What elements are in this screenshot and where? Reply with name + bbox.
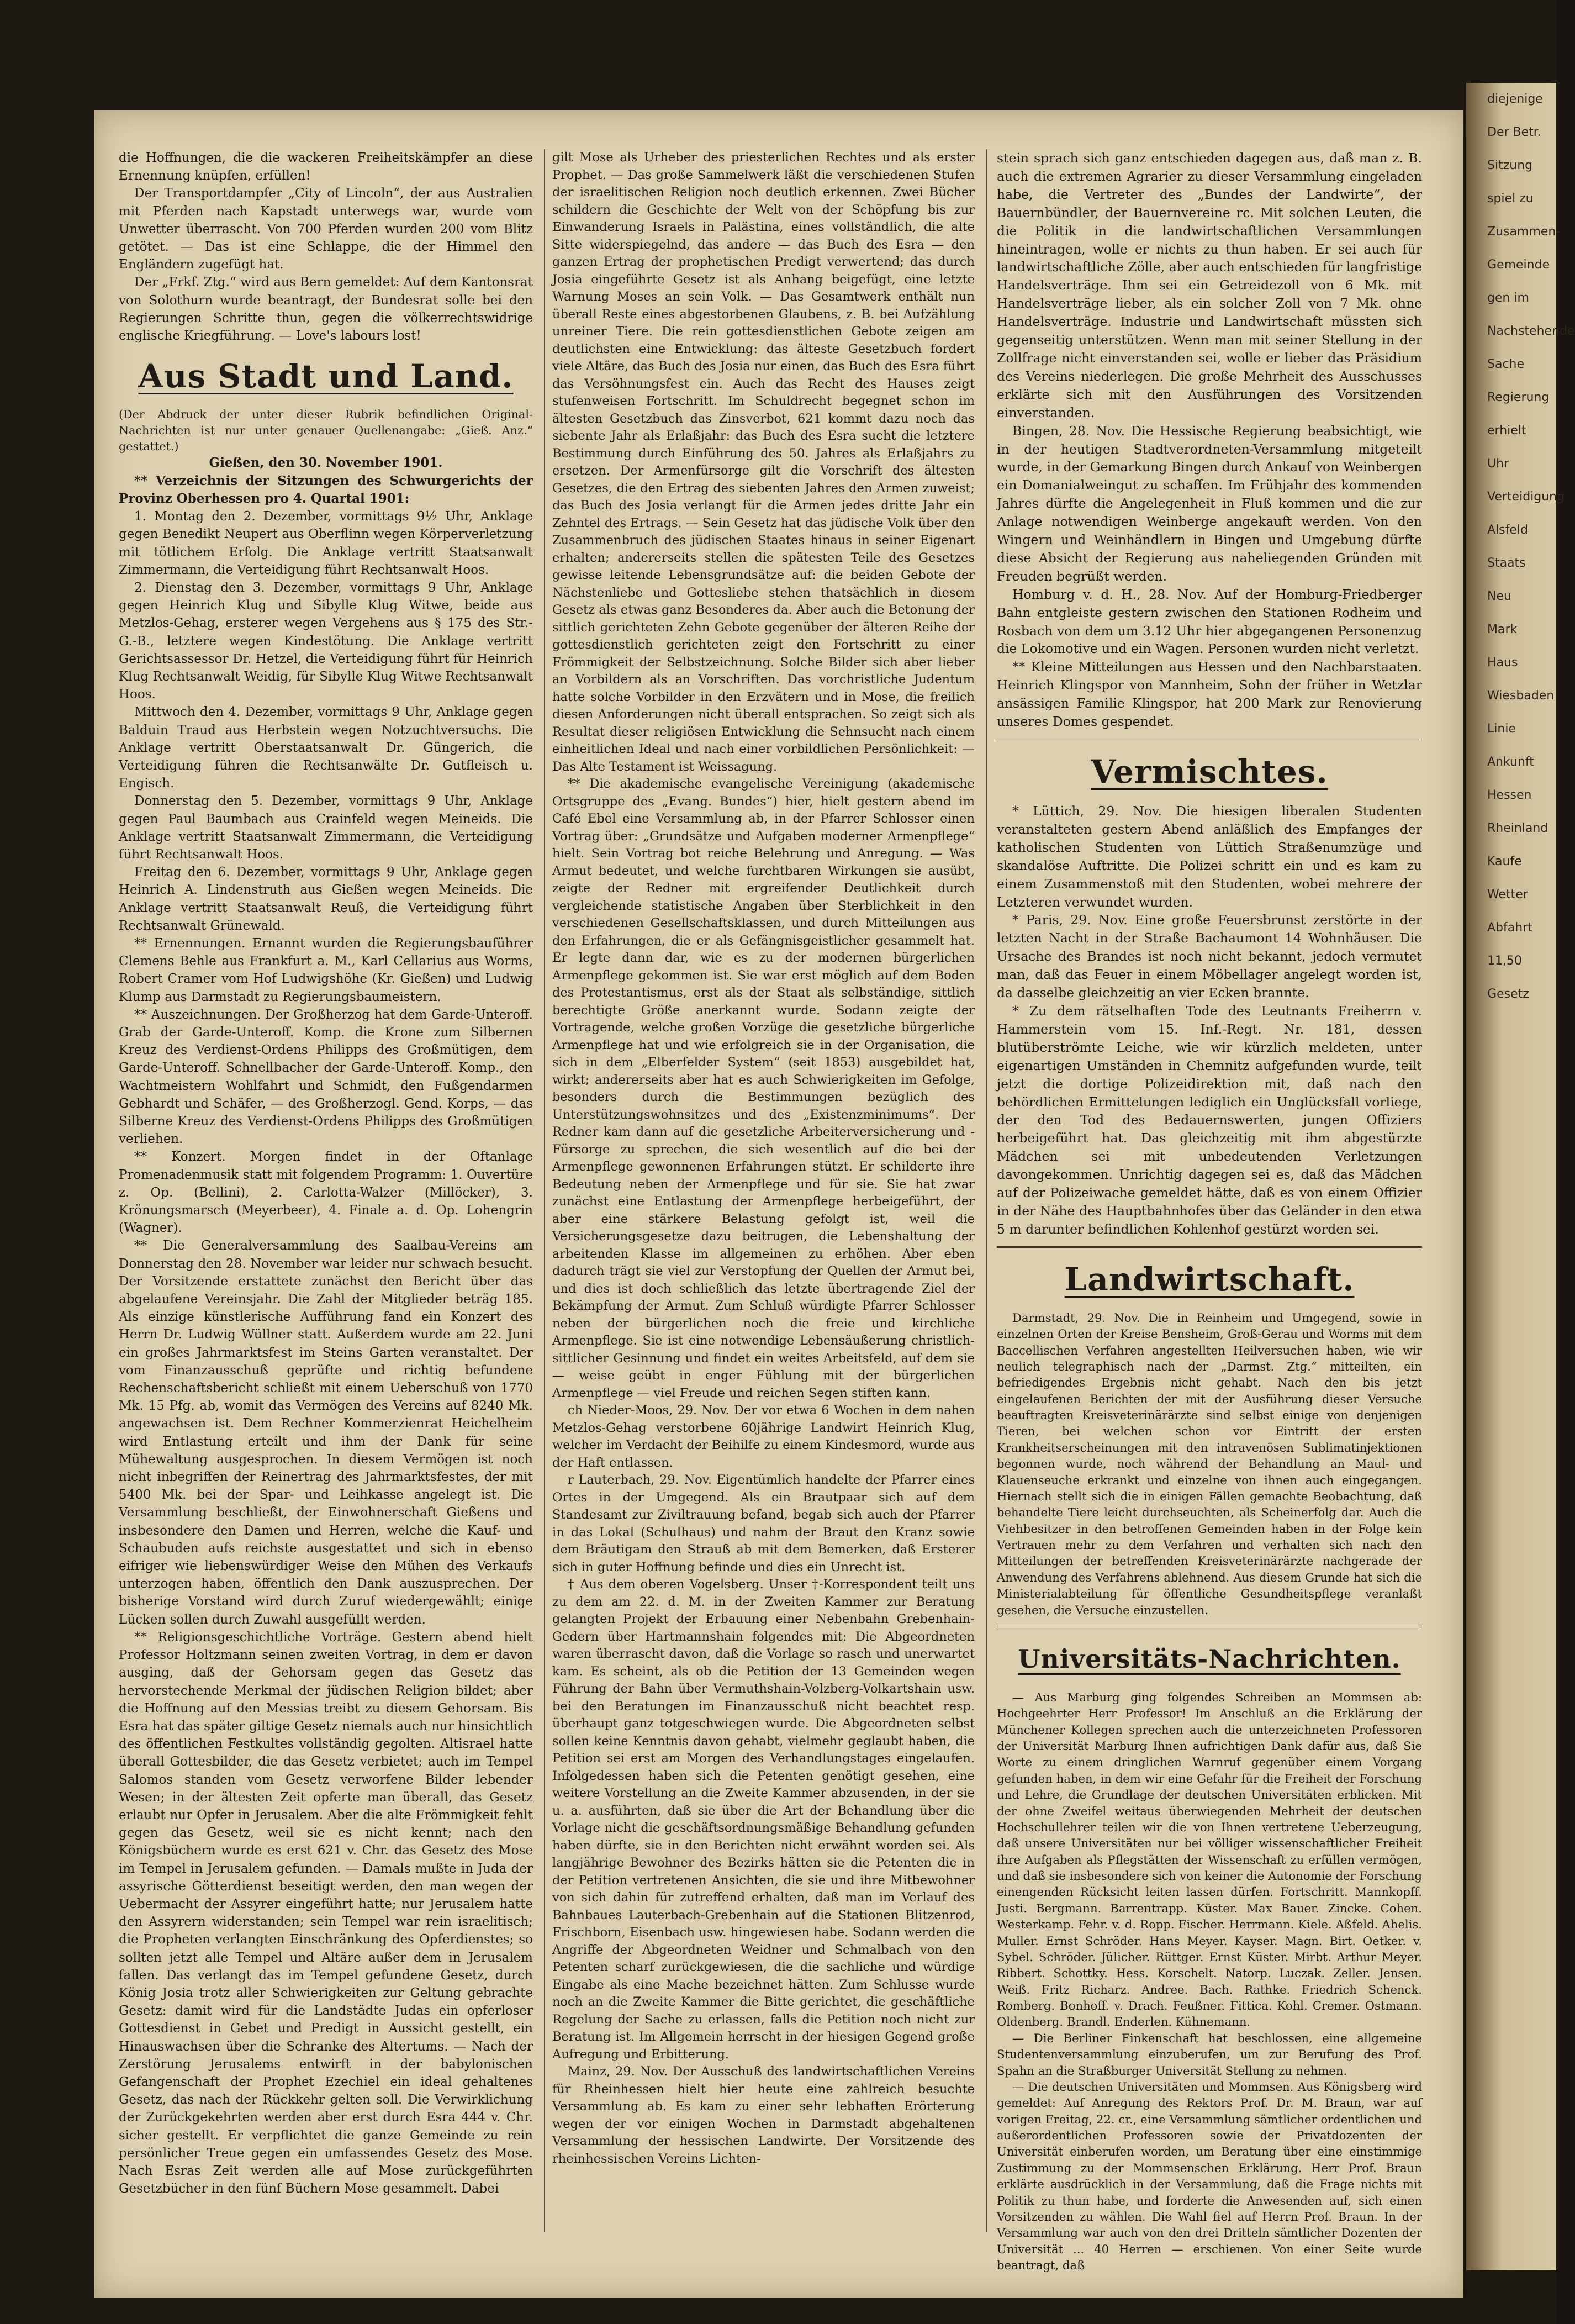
next-page-fragment: Wetter <box>1487 888 1528 902</box>
intro-paragraph: Der Transportdampfer „City of Lincoln“, der aus Australien mit Pferden nach Kapstadt unterwegs war, wurde vom Unwetter überrascht. Von 700 Pferden wurden 200 vom Blitz getötet. — Das ist eine Schlappe, die der Himmel den Engländern zugefügt hat. <box>119 186 533 272</box>
next-page-fragment: Der Betr. <box>1487 125 1541 139</box>
article: ** Auszeichnungen. Der Großherzog hat dem Garde-Unteroff. Grab der Garde-Unteroff. Komp. die Krone zum Silbernen Kreuz des Verdienst-Ordens Philipps des Großmütigen, dem Garde-Unteroff. Schnellbacher der Garde-Unteroff. Komp., den Wachtmeistern Wohlfahrt und Schmidt, den Fußgendarmen Gebhardt und Schäfer, — des Großherzogl. Gend. Korps, — das Silberne Kreuz des Verdienst-Ordens Philipps des Großmütigen verliehen. <box>119 1007 533 1147</box>
intro-paragraph: die Hoffnungen, die die wackeren Freiheitskämpfer an diese Ernennung knüpfen, erfüllen! <box>119 151 533 183</box>
article: stein sprach sich ganz entschieden dagegen aus, daß man z. B. auch die extremen Agrarier zu dieser Versammlung eingeladen habe, die Vertreter des „Bundes der Landwirte“, der Bauernbündler, der Bauernvereine rc. Mit solchen Leuten, die die Politik in die landwirtschaftlichen Versammlungen hineintragen, wolle er nichts zu thun haben. Er sei auch für landwirtschaftliche Zölle, aber auch entschieden für langfristige Handelsverträge. Ihm sei ein Getreidezoll von 6 Mk. mit Handelsverträge lieber, als ein solcher Zoll von 7 Mk. ohne Handelsverträge. Industrie und Landwirtschaft müssten sich gegenseitig unterstützen. Wenn man mit seiner Stellung in der Zollfrage nicht einverstanden sei, wolle er lieber das Präsidium des Vereins niederlegen. Die große Mehrheit des Ausschusses erklärte sich mit den Ausführungen des Vorsitzenden einverstanden. <box>997 150 1422 420</box>
section-rule <box>997 739 1422 740</box>
article: ch Nieder-Moos, 29. Nov. Der vor etwa 6 Wochen in dem nahen Metzlos-Gehag verstorbene 60jährige Landwirt Heinrich Klug, welcher im Verdacht der Beihilfe zu einem Kindesmord, wurde aus der Haft entlassen. <box>552 1403 975 1470</box>
article: — Aus Marburg ging folgendes Schreiben an Mommsen ab: Hochgeehrter Herr Professor! Im Anschluß an die Erklärung der Münchener Kollegen sprechen auch die unterzeichneten Professoren der Universität Marburg Ihnen aufrichtigen Dank dafür aus, daß Sie Worte zu einem dringlichen Warnruf gegenüber einem Vorgang gefunden haben, in dem wir eine Gefahr für die Freiheit der Forschung und Lehre, die Grundlage der deutschen Universitäten erblicken. Mit der ohne Zweifel weitaus überwiegenden Mehrheit der deutschen Hochschullehrer teilen wir die von Ihnen vertretene Ueberzeugung, daß unsere Universitäten nur bei völliger wissenschaftlicher Freiheit ihre Aufgaben als Pflegstätten der Wissenschaft zu erfüllen vermögen, und daß sie insbesondere sich von keiner die Autonomie der Forschung einengenden Rücksicht leiten lassen dürfen. Fortschritt. Mannkopff. Justi. Bergmann. Barrentrapp. Küster. Max Bauer. Zincke. Cohen. Westerkamp. Fehr. v. d. Ropp. Fischer. Herrmann. Kiele. Aßfeld. Ahelis. Muller. Ernst Schröder. Hans Meyer. Kayser. Magn. Birt. Oetker. v. Sybel. Schröder. Jülicher. Rüttger. Ernst Küster. Mirbt. Arthur Meyer. Ribbert. Schottky. Hess. Korschelt. Natorp. Luczak. Zeller. Jensen. Weiß. Fritz Richarz. Andree. Bach. Rathke. Friedrich Schenck. Romberg. Bonhoff. v. Drach. Feußner. Fittica. Kohl. Cremer. Ostmann. Oldenberg. Brandl. Enderlen. Kühnemann. <box>997 1690 1422 2029</box>
column-divider <box>986 149 987 2232</box>
next-page-fragment: Sitzung <box>1487 159 1533 172</box>
copyright-note: (Der Abdruck der unter dieser Rubrik befindlichen Original-Nachrichten ist nur unter genauer Quellenangabe: „Gieß. Anz.“ gestattet.) <box>119 408 533 453</box>
article: * Paris, 29. Nov. Eine große Feuersbrunst zerstörte in der letzten Nacht in der Straße Bachaumont 14 Wohnhäuser. Die Ursache des Brandes ist noch nicht bekannt, jedoch vermutet man, daß das Feuer in einem Möbellager angelegt worden ist, da dasselbe gleichzeitig an vier Ecken brannte. <box>997 912 1422 1001</box>
next-page-fragment: Gesetz <box>1487 987 1529 1001</box>
next-page-fragment: Wiesbaden <box>1487 689 1555 703</box>
article: 1. Montag den 2. Dezember, vormittags 9½ Uhr, Anklage gegen Benedikt Neupert aus Oberflinn wegen Körperverletzung mit tötlichem Erfolg. Die Anklage vertritt Staatsanwalt Zimmermann, die Verteidigung führt Rechtsanwalt Hoos. <box>119 509 533 577</box>
next-page-fragment: erhielt <box>1487 424 1526 438</box>
article: * Lüttich, 29. Nov. Die hiesigen liberalen Studenten veranstalteten gestern Abend anläßlich des Empfanges der katholischen Studenten von Lüttich Straßenumzüge und skandalöse Auftritte. Die Polizei schritt ein und es kam zu einem Zusammenstoß mit den Studenten, wobei mehrere der Letzteren verwundet wurden. <box>997 803 1422 910</box>
section-rule <box>997 1626 1422 1627</box>
article: Mittwoch den 4. Dezember, vormittags 9 Uhr, Anklage gegen Balduin Traud aus Herbstein wegen Notzuchtversuchs. Die Anklage vertritt Oberstaatsanwalt Dr. Güngerich, die Verteidigung führen die Rechtsanwälte Dr. Gutfleisch u. Engisch. <box>119 705 533 791</box>
next-page-fragment: Staats <box>1487 556 1526 570</box>
next-page-fragment: 11,50 <box>1487 954 1522 968</box>
next-page-fragment: Verteidigung <box>1487 490 1565 504</box>
article: ** Die Generalversammlung des Saalbau-Vereins am Donnerstag den 28. November war leider nur schwach besucht. Der Vorsitzende erstattete zunächst den Bericht über das abgelaufene Vereinsjahr. Die Zahl der Mitglieder beträg 185. Als einzige künstlerische Aufführung fand ein Konzert des Herrn Dr. Ludwig Wüllner statt. Außerdem wurde am 22. Juni ein großes Jahrmarktsfest im Steins Garten veranstaltet. Der vom Finanzausschuß geprüfte und richtig befundene Rechenschaftsbericht schließt mit einem Ueberschuß von 1770 Mk. 15 Pfg. ab, womit das Vermögen des Vereins auf 8240 Mk. angewachsen ist. Dem Rechner Kommerzienrat Heichelheim wird Entlastung erteilt und ihm der Dank für seine Mühewaltung ausgesprochen. In diesem Vermögen ist noch nicht inbegriffen der Reinertrag des Jahrmarktsfestes, der mit 5400 Mk. bei der Spar- und Leihkasse angelegt ist. Die Versammlung beschließt, der Einwohnerschaft Gießens und insbesondere den Damen und Herren, welche die Kauf- und Schaubuden aufs reichste ausgestattet und sich in ebenso eifriger wie liebenswürdiger Weise den Mühen des Verkaufs unterzogen haben, öffentlich den Dank auszusprechen. Der bisherige Vorstand wird durch Zuruf wiedergewählt; einige Lücken sollen durch Zuwahl ausgefüllt werden. <box>119 1239 533 1627</box>
article: ** Verzeichnis der Sitzungen des Schwurgerichts der Provinz Oberhessen pro 4. Quartal 1901: <box>119 473 533 506</box>
article: — Die deutschen Universitäten und Mommsen. Aus Königsberg wird gemeldet: Auf Anregung des Rektors Prof. Dr. M. Braun, war auf vorigen Freitag, 22. cr., eine Versammlung sämtlicher ordentlichen und außerordentlichen Professoren sowie der Privatdozenten der Universität einberufen worden, um Beratung über eine einstimmige Zustimmung zu der Mommsenschen Erklärung. Herr Prof. Braun erklärte ausdrücklich in der Versammlung, daß die Frage nichts mit Politik zu thun habe, und forderte die Anwesenden auf, sich einen Vorsitzenden zu wählen. Die Wahl fiel auf Herrn Prof. Braun. In der Versammlung war auch von den drei Dritteln sämtlicher Dozenten der Universität ... 40 Herren — erschienen. Von einer Seite wurde beantragt, daß <box>997 2079 1422 2272</box>
column-3 <box>997 149 1422 2273</box>
article: Homburg v. d. H., 28. Nov. Auf der Homburg-Friedberger Bahn entgleiste gestern zwischen den Stationen Rodheim und Rosbach von dem um 3.12 Uhr hier abgegangenen Personenzug die Lokomotive und ein Wagen. Personen wurden nicht verletzt. <box>997 586 1422 657</box>
next-page-fragment: spiel zu <box>1487 192 1534 205</box>
section-heading-stadt-und-land: Aus Stadt und Land. <box>138 357 514 396</box>
next-page-edge <box>1466 83 1575 2270</box>
article: Mainz, 29. Nov. Der Ausschuß des landwirtschaftlichen Vereins für Rheinhessen hielt hier heute eine zahlreich besuchte Versammlung ab. Es kam zu einer sehr lebhaften Erörterung wegen der vor einigen Wochen in Darmstadt abgehaltenen Versammlung der hessischen Landwirte. Der Vorsitzende des rheinhessischen Vereins Lichten- <box>552 2064 975 2166</box>
article: ** Kleine Mitteilungen aus Hessen und den Nachbarstaaten. Heinrich Klingspor von Mannheim, Sohn der früher in Wetzlar ansässigen Familie Klingspor, hat 200 Mark zur Renovierung unseres Domes gespendet. <box>997 659 1422 730</box>
next-page-fragment: Ankunft <box>1487 755 1534 769</box>
article: Bingen, 28. Nov. Die Hessische Regierung beabsichtigt, wie in der heutigen Stadtverordneten-Versammlung mitgeteilt wurde, in der Gemarkung Bingen durch Ankauf von Weinbergen ein Domanialweingut zu schaffen. Im Frühjahr des kommenden Jahres dürfte die Angelegenheit in Fluß kommen und die zur Anlage notwendigen Weinberge angekauft werden. Von den Wingern und Weinhändlern in Bingen und Umgebung dürfte diese Absicht der Regierung aus naheliegenden Gründen mit Freuden begrüßt werden. <box>997 423 1422 584</box>
next-page-fragment: Uhr <box>1487 457 1509 471</box>
article: * Zu dem rätselhaften Tode des Leutnants Freiherrn v. Hammerstein vom 15. Inf.-Regt. Nr. 181, dessen blutüberströmte Leiche, wie wir kürzlich meldeten, unter eigenartigen Umständen in Chemnitz aufgefunden wurde, teilt jetzt die dortige Polizeidirektion mit, daß nach den behördlichen Ermittelungen lediglich ein Unglücksfall vorliege, der den Tod des Bedauernswerten, jungen Offiziers herbeigeführt hat. Das gleichzeitig mit ihm abgestürzte Mädchen sei mit unbedeutenden Verletzungen davongekommen. Unrichtig dagegen sei es, daß das Mädchen auf der Polizeiwache gemeldet hätte, daß es von einem Offizier in der Nähe des Hauptbahnhofes über das Geländer in den etwa 5 m darunter befindlichen Kohlenhof gestürzt worden sei. <box>997 1003 1422 1237</box>
article: r Lauterbach, 29. Nov. Eigentümlich handelte der Pfarrer eines Ortes in der Umgegend. Als ein Brautpaar sich auf dem Standesamt zur Ziviltrauung befand, begab sich auch der Pfarrer in das Lokal (Schulhaus) und nahm der Braut den Kranz sowie dem Bräutigam den Strauß ab mit dem Bemerken, daß Ersterer sich in guter Hoffnung befinde und dies ein Unrecht ist. <box>552 1473 975 1574</box>
column-2 <box>552 149 975 2168</box>
article: — Die Berliner Finkenschaft hat beschlossen, eine allgemeine Studentenversammlung einzuberufen, um zur Berufung des Prof. Spahn an die Straßburger Universität Stellung zu nehmen. <box>997 2031 1422 2078</box>
next-page-fragment: Regierung <box>1487 391 1550 404</box>
dateline: Gießen, den 30. November 1901. <box>209 455 443 471</box>
column-1 <box>119 149 533 2197</box>
article: 2. Dienstag den 3. Dezember, vormittags 9 Uhr, Anklage gegen Heinrich Klug und Sibylle Klug Witwe, beide aus Metzlos-Gehag, ersterer wegen Vergehens aus § 175 des Str.-G.-B., letztere wegen Kindestötung. Die Anklage vertritt Gerichtsassessor Dr. Hetzel, die Verteidigung führt für Heinrich Klug Rechtsanwalt Weidig, für Sibylle Klug Witwe Rechtsanwalt Hoos. <box>119 580 533 702</box>
next-page-fragment: Sache <box>1487 357 1525 371</box>
next-page-fragment: Mark <box>1487 623 1518 636</box>
section-heading-universitaets-nachrichten: Universitäts-Nachrichten. <box>1018 1643 1401 1674</box>
article: ** Religionsgeschichtliche Vorträge. Gestern abend hielt Professor Holtzmann seinen zweiten Vortrag, in dem er davon ausging, daß der Gehorsam gegen das Gesetz das hervorstechende Merkmal der jüdischen Religion bildet; aber die Hoffnung auf den Messias treibt zu diesem Gehorsam. Bis Esra hat das später giltige Gesetz niemals auch nur hinsichtlich des öffentlichen Festkultes vollständig gegolten. Altisrael hatte überall Gottesbilder, die das Gesetz verbietet; auch im Tempel Salomos standen vom Gesetz verworfene Bilder lebender Wesen; in der ältesten Zeit opferte man überall, das Gesetz erlaubt nur Opfer in Jerusalem. Aber die alte Frömmigkeit fehlt gegen das Gesetz, weil sie es nicht kennt; nach den Königsbüchern wurde es erst 621 v. Chr. das Gesetz des Mose im Tempel in Jerusalem gefunden. — Damals mußte in Juda der assyrische Götterdienst beseitigt werden, den man wegen der Uebermacht der Assyrer eingeführt hatte; nur Jerusalem hatte den Assyrern widerstanden; sein Tempel war rein israelitisch; die Propheten verlangten Einschränkung des Opferdienstes; so sollten jetzt alle Tempel und Altäre außer dem in Jerusalem fallen. Das verlangt das im Tempel gefundene Gesetz, durch König Josia trotz aller Schwierigkeiten zur Geltung gebrachte Gesetz: damit wird für die Landstädte Judas ein opferloser Gottesdienst in Gebet und Predigt in Aussicht gestellt, ein Hinauswachsen über die Schranke des Altertums. — Nach der Zerstörung Jerusalems entwirft in der babylonischen Gefangenschaft der Prophet Ezechiel ein ideal gehaltenes Gesetz, das nach der Rückkehr gelten soll. Die Verwirklichung der Zurückgekehrten werden aber erst durch Esra 444 v. Chr. sicher gestellt. Er verpflichtet die ganze Gemeinde zu rein persönlicher Treue gegen ein umfassendes Gesetz des Mose. Nach Esras Zeit werden alle auf Mose zurückgeführten Gesetzbücher in den fünf Büchern Mose gesammelt. Dabei <box>119 1630 533 2196</box>
next-page-fragment: gen im <box>1487 291 1529 305</box>
next-page-fragment: Nachstehende <box>1487 324 1575 338</box>
article: Darmstadt, 29. Nov. Die in Reinheim und Umgegend, sowie in einzelnen Orten der Kreise Bensheim, Groß-Gerau und Worms mit dem Baccellischen Verfahren angestellten Heilversuchen haben, wie wir neulich telegraphisch nach der „Darmst. Ztg.“ mitteilten, ein befriedigendes Ergebnis nicht gehabt. Nach den bis jetzt eingelaufenen Berichten der mit der Ausführung dieser Versuche beauftragten Kreisveterinärärzte sind selbst einige von denjenigen Tieren, bei welchen schon vor Eintritt der ersten Krankheitserscheinungen mit den intravenösen Sublimatinjektionen begonnen wurde, noch während der Behandlung an Maul- und Klauenseuche erkrankt und einzelne von ihnen auch eingegangen. Hiernach stellt sich die in einigen Fällen gemachte Beobachtung, daß behandelte Tiere leicht durchseuchten, als Scheinerfolg dar. Auch die Viehbesitzer in den betroffenen Gemeinden haben in der Folge kein Vertrauen mehr zu dem Verfahren und verhalten sich nach den Mitteilungen der betreffenden Kreisveterinärärzte nachgerade der Anwendung des Verfahrens ablehnend. Aus diesem Grunde hat sich die Ministerialabteilung für öffentliche Gesundheitspflege veranlaßt gesehen, die Versuche einzustellen. <box>997 1310 1422 1617</box>
next-page-fragment: Gemeinde <box>1487 258 1550 272</box>
article: ** Konzert. Morgen findet in der Oftanlage Promenadenmusik statt mit folgendem Programm: 1. Ouvertüre z. Op. (Bellini), 2. Carlotta-Walzer (Millöcker), 3. Krönungsmarsch (Meyerbeer), 4. Finale a. d. Op. Lohengrin (Wagner). <box>119 1150 533 1236</box>
next-page-fragment: Abfahrt <box>1487 921 1532 935</box>
article: Donnerstag den 5. Dezember, vormittags 9 Uhr, Anklage gegen Paul Baumbach aus Crainfeld wegen Meineids. Die Anklage vertritt Staatsanwalt Zimmermann, die Verteidigung führt Rechtsanwalt Hoos. <box>119 794 533 862</box>
next-page-fragment: Neu <box>1487 589 1511 603</box>
article: ** Ernennungen. Ernannt wurden die Regierungsbauführer Clemens Behle aus Frankfurt a. M., Karl Cellarius aus Worms, Robert Cramer vom Hof Ludwigshöhe (Kr. Gießen) und Ludwig Klump aus Darmstadt zu Regierungsbaumeistern. <box>119 936 533 1004</box>
section-heading-vermischtes: Vermischtes. <box>1091 753 1328 791</box>
next-page-fragment: Linie <box>1487 722 1516 736</box>
next-page-fragment: diejenige <box>1487 92 1543 106</box>
next-page-fragment: Alsfeld <box>1487 523 1528 537</box>
article: Freitag den 6. Dezember, vormittags 9 Uhr, Anklage gegen Heinrich A. Lindenstruth aus Gießen wegen Meineids. Die Anklage vertritt Staatsanwalt Reuß, die Verteidigung führt Rechtsanwalt Grünewald. <box>119 865 533 933</box>
next-page-fragment: Rheinland <box>1487 821 1548 835</box>
next-page-fragment: Hessen <box>1487 788 1532 802</box>
next-page-fragment: Haus <box>1487 656 1518 670</box>
column-divider <box>544 149 545 2232</box>
section-heading-landwirtschaft: Landwirtschaft. <box>1064 1260 1355 1298</box>
intro-paragraph: Der „Frkf. Ztg.“ wird aus Bern gemeldet: Auf dem Kantonsrat von Solothurn wurde beantragt, der Bundesrat solle bei den Regierungen Schritte thun, gegen die völkerrechtswidrige englische Kriegführung. — Love's labours lost! <box>119 275 533 344</box>
article: ** Die akademische evangelische Vereinigung (akademische Ortsgruppe des „Evang. Bundes“) hier, hielt gestern abend im Café Ebel eine Versammlung ab, in der Pfarrer Schlosser einen Vortrag über: „Grundsätze und Aufgaben moderner Armenpflege“ hielt. Sein Vortrag bot reiche Belehrung und Anregung. — Was Armut bedeutet, und welche furchtbaren Wirkungen sie ausübt, zeigte der Redner mit ergreifender Deutlichkeit durch vergleichende statistische Angaben über Sterblichkeit in den verschiedenen Gesellschaftsklassen, und durch Mitteilungen aus den Erfahrungen, die er als Gefängnisgeistlicher gesammelt hat. Er legte dann dar, wie es zu der modernen bürgerlichen Armenpflege gekommen ist. Sie war erst möglich auf dem Boden des Protestantismus, erst als der Staat als selbständige, sittlich berechtigte Größe anerkannt wurde. Sodann zeigte der Vortragende, welche großen Vorzüge die gesetzliche bürgerliche Armenpflege hat und wie erfolgreich sie in der Organisation, die sich in dem „Elberfelder System“ (seit 1853) ausgebildet hat, wirkt; andererseits aber hat es auch Schwierigkeiten im Gefolge, besonders durch die Bestimmungen bezüglich des Unterstützungswohnsitzes und des „Existenzminimums“. Der Redner kam dann auf die gesetzliche Arbeiterversicherung und -Fürsorge zu sprechen, die sich wesentlich auf die bei der Armenpflege gewonnenen Erfahrungen stützt. Er schilderte ihre Bedeutung neben der Armenpflege und für sie. Sie hat zwar zunächst eine Entlastung der Armenpflege herbeigeführt, der aber eine stärkere Belastung gefolgt ist, weil die Versicherungsgesetze dazu beitrugen, die Lebenshaltung der arbeitenden Klasse im allgemeinen zu erhöhen. Aber eben dadurch trägt sie viel zur Verstopfung der Quellen der Armut bei, und dies ist doch schließlich das letzte übertragende Ziel der Bekämpfung der Armut. Zum Schluß würdigte Pfarrer Schlosser neben der bürgerlichen noch die freie und kirchliche Armenpflege. Sie ist eine notwendige Lebensäußerung christlich-sittlicher Gesinnung und findet ein weites Arbeitsfeld, auf dem sie — weise geübt in enger Fühlung mit der bürgerlichen Armenpflege — viel Freude und reichen Segen stiften kann. <box>552 777 975 1400</box>
article: gilt Mose als Urheber des priesterlichen Rechtes und als erster Prophet. — Das große Sammelwerk läßt die verschiedenen Stufen der israelitischen Religion noch deutlich erkennen. Zwei Bücher schildern die Geschichte der Welt von der Schöpfung bis zur Einwanderung Israels in Palästina, eines vollständlich, die alte Sitte widerspiegelnd, das andere — das Buch des Esra — den ganzen Ertrag der prophetischen Predigt verwertend; das durch Josia eingeführte Gesetz ist als Anhang beigefügt, eine letzte Warnung Moses an sein Volk. — Das Gesamtwerk enthält nun überall Reste eines abgestorbenen Glaubens, z. B. bei Aufzählung unreiner Tiere. Die rein gottesdienstlichen Gebote zeigen am deutlichsten eine Entwicklung: das älteste Gesetzbuch fordert viele Altäre, das Buch des Josia nur einen, das Buch des Esra führt das Versöhnungsfest ein. Auch das Recht des Hauses zeigt stufenweisen Fortschritt. Im Schuldrecht begegnet schon im ältesten Gesetzbuch das Zinsverbot, 621 kommt dazu noch das siebente Jahr als Erlaßjahr: das Buch des Esra sucht die letztere Bestimmung durch Einführung des 50. Jahres als Erlaßjahrs zu ersetzen. Der Armenfürsorge gilt die Vorschrift des ältesten Gesetzes, die den Ertrag des siebenten Jahres den Armen zuweist; das Buch des Josia verlangt für die Armen jedes dritte Jahr ein Zehntel des Ertrags. — Sein Gesetz hat das jüdische Volk über den Zusammenbruch des jüdischen Staates hinaus in seiner Eigenart erhalten; andererseits stellen die spätesten Teile des Gesetzes gewisse leitende Lebensgrundsätze auf: die beiden Gebote der Nächstenliebe und Gottesliebe stehen thatsächlich in diesem Gesetz als etwas ganz Besonderes da. Aber auch die Betonung der sittlich gerichteten Zehn Gebote gegenüber der älteren Reihe der gottesdienstlich gerichteten zeigt den Fortschritt zu einer Frömmigkeit der Selbstzeichnung. Solche Bilder sich aber lieber an Vorbildern als an Vorschriften. Das vorchristliche Judentum hatte solche Vorbilder in den Erzvätern und in Mose, die freilich diesen Anforderungen nicht überall entsprachen. So zeigt sich als Resultat dieser religiösen Entwicklung die Sehnsucht nach einem einheitlichen Ideal und nach einer vorbildlichen Persönlichkeit: — Das Alte Testament ist Weissagung. <box>552 150 975 774</box>
article: † Aus dem oberen Vogelsberg. Unser †-Korrespondent teilt uns zu dem am 22. d. M. in der Zweiten Kammer zur Beratung gelangten Projekt der Erbauung einer Nebenbahn Grebenhain-Gedern über Hartmannshain folgendes mit: Die Abgeordneten waren überrascht davon, daß die Vorlage so rasch und unerwartet kam. Es scheint, als ob die Petition der 13 Gemeinden wegen Führung der Bahn über Vermuthshain-Volzberg-Volkartshain usw. bei den Beratungen im Finanzausschuß nicht beachtet resp. überhaupt ganz totgeschwiegen wurde. Die Abgeordneten selbst sollen keine Kenntnis davon gehabt, vielmehr geglaubt haben, die Petition sei erst am Morgen des Verhandlungstages eingelaufen. Infolgedessen haben sich die Petenten genötigt gesehen, eine weitere Vorstellung an die Zweite Kammer abzusenden, in der sie u. a. ausführten, daß sie über die Art der Behandlung über die Vorlage nicht die geschäftsordnungsmäßige Behandlung gefunden haben dürfte, sie in den Berichten nicht erwähnt worden sei. Als langjährige Bewohner des Bezirks hätten sie die Petenten die in der Petition vertretenen Ansichten, die sie und ihre Mitbewohner von sich dahin für zutreffend erhalten, daß man im Verlauf des Bahnbaues Lauterbach-Grebenhain auf die Stationen Blitzenrod, Frischborn, Eisenbach usw. hingewiesen habe. Sodann werden die Angriffe der Abgeordneten Weidner und Schmalbach von den Petenten scharf zurückgewiesen, die die sachliche und würdige Eingabe als eine Mache bezeichnet hätten. Zum Schlusse wurde noch an die Zweite Kammer die Bitte gerichtet, die geschäftliche Regelung der Sache zu erlassen, falls die Petition noch nicht zur Beratung ist. Im Allgemein herrscht in der hiesigen Gegend große Aufregung und Erbitterung. <box>552 1577 975 2062</box>
section-rule <box>997 1246 1422 1248</box>
next-page-fragment: Kaufe <box>1487 855 1522 868</box>
next-page-fragment: Zusammen- <box>1487 225 1561 239</box>
